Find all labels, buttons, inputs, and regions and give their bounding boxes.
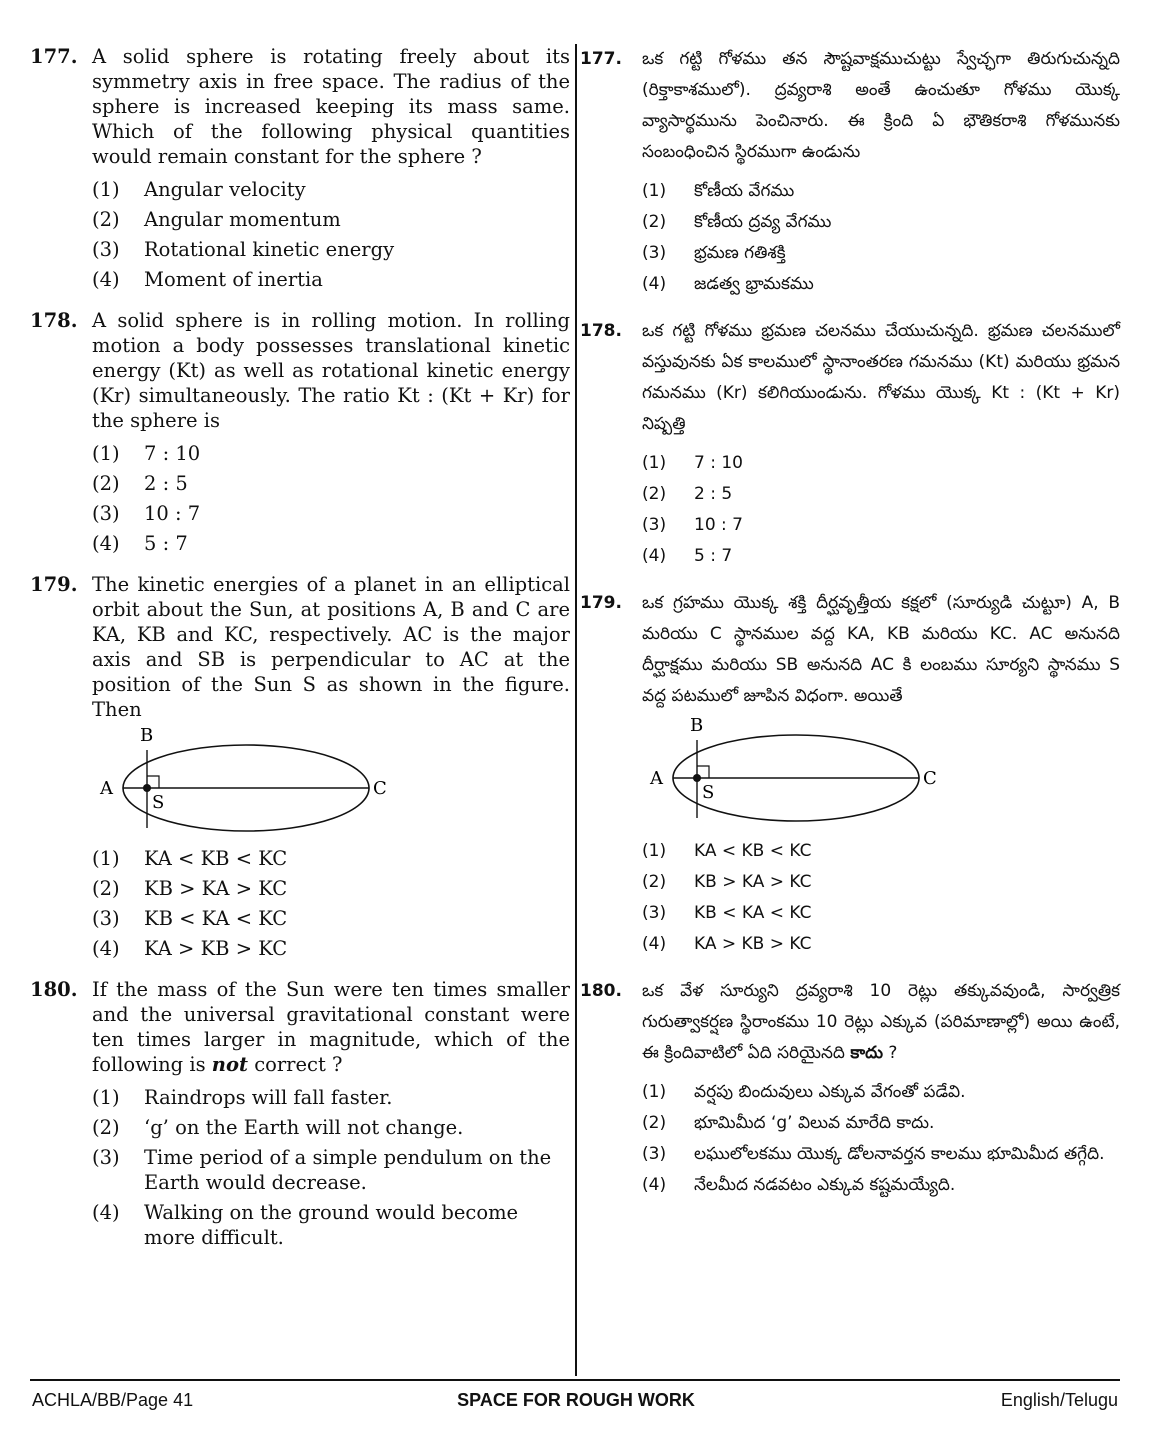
language-label: English/Telugu: [1000, 1390, 1118, 1410]
option: (1) కోణీయ వేగము: [642, 181, 795, 201]
question-stem: If the mass of the Sun were ten times smaller and the universal gravitational constant were ten times larger in magnitude, which of the following is not correct ?: [92, 978, 570, 1076]
question-stem: ఒక గ్రహము యొక్క శక్తి దీర్ఘవృత్తీయ కక్షలో (సూర్యుడి చుట్టూ) A, B మరియు C స్థానముల వద్ద KA, KB మరియు KC. AC అనునది దీర్ఘాక్షము మరియు SB అనునది AC కి లంబము సూర్యని స్థానము S వద్ద పటములో జూపిన విధంగా. అయితే: [642, 593, 1120, 706]
question-number: 178.: [580, 321, 622, 341]
option: (3) 10 : 7: [642, 515, 743, 535]
sun-dot: [693, 774, 701, 782]
label-b: B: [690, 716, 704, 736]
footer-rule: [30, 1379, 1120, 1381]
question-stem: ఒక వేళ సూర్యుని ద్రవ్యరాశి 10 రెట్లు తక్కువవుండి, సార్వత్రిక గురుత్వాకర్షణ స్థిరాంకము 10 రెట్లు ఎక్కువ (పరిమాణాల్లో) అయి ఉంటే, ఈ క్రిందివాటిలో ఏది సరియైనది కాదు ?: [642, 981, 1120, 1063]
question-stem: A solid sphere is rotating freely about its symmetry axis in free space. The radius of the sphere is increased keeping its mass same. Which of the following physical quantities would remain constant for the sphere ?: [92, 45, 570, 168]
question-number: 180.: [580, 981, 622, 1001]
question-stem: A solid sphere is in rolling motion. In rolling motion a body possesses translational kinetic energy (Kt) as well as rotational kinetic energy (Kr) simultaneously. The ratio Kt : (Kt + Kr) for the sphere is: [92, 309, 570, 432]
option: (4) జడత్వ భ్రామకము: [642, 274, 814, 294]
option: (1) Angular velocity: [92, 178, 306, 201]
option: (2) KB > KA > KC: [92, 877, 288, 900]
option: (3) లఘులోలకము యొక్క డోలనావర్తన కాలము భూమిమీద తగ్గేది.: [642, 1144, 1105, 1164]
option: (2) ‘g’ on the Earth will not change.: [92, 1116, 464, 1139]
question-177-te: [580, 44, 1120, 300]
question-number: 177.: [30, 45, 78, 68]
question-number: 178.: [30, 309, 78, 332]
label-c: C: [923, 768, 937, 789]
label-c: C: [373, 778, 387, 799]
question-178-en: [30, 308, 570, 556]
option: (2) KB > KA > KC: [642, 872, 812, 892]
option: (4) KA > KB > KC: [642, 934, 812, 954]
option: (2) 2 : 5: [642, 484, 733, 504]
option: (3) భ్రమణ గతిశక్తి: [642, 243, 786, 263]
english-column: [30, 44, 570, 1266]
option: (4) నేలమీద నడవటం ఎక్కువ కష్టమయ్యేది.: [642, 1175, 956, 1195]
option: (2) కోణీయ ద్రవ్య వేగము: [642, 212, 832, 232]
option: (3) Rotational kinetic energy: [92, 238, 395, 261]
orbit-figure: [92, 726, 570, 838]
option: (3) KB < KA < KC: [642, 903, 812, 923]
question-180-en: [30, 977, 570, 1250]
page-code: ACHLA/BB/Page 41: [32, 1390, 194, 1410]
label-s: S: [702, 782, 715, 803]
question-number: 180.: [30, 978, 78, 1001]
option: (2) Angular momentum: [92, 208, 341, 231]
option: (3) 10 : 7: [92, 502, 201, 525]
option: (1) KA < KB < KC: [92, 847, 288, 870]
question-number: 179.: [30, 573, 78, 596]
option: (3) Time period of a simple pendulum on the Earth would decrease.: [92, 1146, 552, 1194]
option: (4) Walking on the ground would become more difficult.: [92, 1201, 519, 1249]
option: (1) 7 : 10: [92, 442, 201, 465]
question-number: 179.: [580, 593, 622, 613]
rough-work-label: SPACE FOR ROUGH WORK: [457, 1390, 695, 1410]
option: (3) KB < KA < KC: [92, 907, 288, 930]
option: (4) 5 : 7: [92, 532, 188, 555]
option: (1) 7 : 10: [642, 453, 743, 473]
option: (4) 5 : 7: [642, 546, 733, 566]
option: (4) Moment of inertia: [92, 268, 323, 291]
telugu-column: [580, 44, 1120, 1217]
question-stem: ఒక గట్టి గోళము తన సౌష్టవాక్షముచుట్టు స్వేచ్ఛగా తిరుగుచున్నది (రిక్తాకాశములో). ద్రవ్యరాశి అంతే ఉంచుతూ గోళము యొక్క వ్యాసార్థమును పెంచినారు. ఈ క్రింది ఏ భౌతికరాశి గోళమునకు సంబంధించిన స్థిరముగా ఉండును: [642, 49, 1120, 162]
orbit-figure: [642, 716, 1120, 828]
question-178-te: [580, 316, 1120, 572]
label-a: A: [650, 768, 663, 789]
question-180-te: [580, 976, 1120, 1201]
question-stem: ఒక గట్టి గోళము భ్రమణ చలనము చేయుచున్నది. భ్రమణ చలనములో వస్తువునకు ఏక కాలములో స్థానాంతరణ గమనము (Kt) మరియు భ్రమన గమనము (Kr) కలిగియుండును. గోళము యొక్క Kt : (Kt + Kr) నిష్పత్తి: [642, 321, 1120, 434]
option: (2) 2 : 5: [92, 472, 188, 495]
label-b: B: [140, 726, 154, 746]
label-s: S: [152, 792, 165, 813]
question-177-en: [30, 44, 570, 292]
question-stem: The kinetic energies of a planet in an elliptical orbit about the Sun, at positions A, B and C are KA, KB and KC, respectively. AC is the major axis and SB is perpendicular to AC at the position of the Sun S as shown in the figure. Then: [92, 573, 570, 721]
question-179-te: [580, 588, 1120, 960]
option: (1) KA < KB < KC: [642, 841, 812, 861]
option: (1) వర్షపు బిందువులు ఎక్కువ వేగంతో పడేవి.: [642, 1082, 966, 1102]
label-a: A: [100, 778, 113, 799]
option: (2) భూమిమీద ‘g’ విలువ మారేది కాదు.: [642, 1113, 935, 1133]
question-number: 177.: [580, 49, 622, 69]
sun-dot: [143, 784, 151, 792]
question-179-en: [30, 572, 570, 961]
option: (4) KA > KB > KC: [92, 937, 288, 960]
column-divider: [575, 44, 577, 1376]
option: (1) Raindrops will fall faster.: [92, 1086, 393, 1109]
